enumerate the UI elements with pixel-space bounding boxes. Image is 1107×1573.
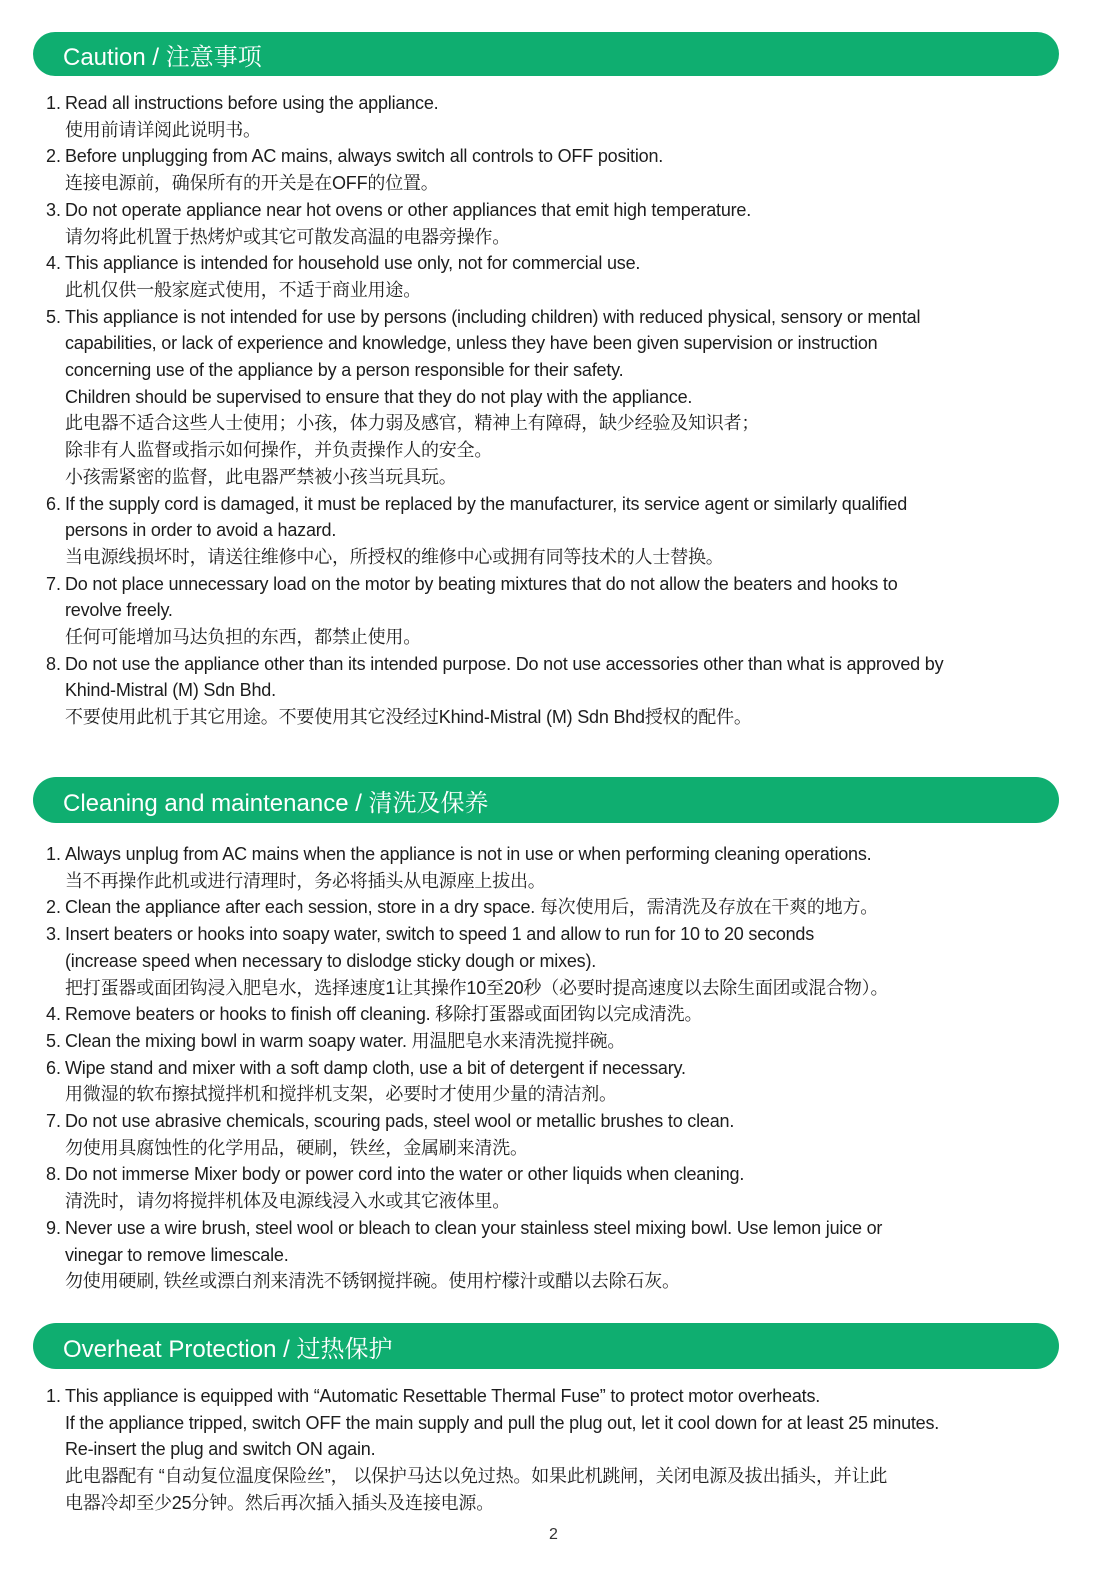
item-body bbox=[65, 571, 1076, 651]
item-line: Do not immerse Mixer body or power cord into the water or other liquids when cleaning. bbox=[65, 1164, 745, 1185]
list-item bbox=[46, 571, 1076, 651]
item-line: This appliance is intended for household use only, not for commercial use. bbox=[65, 253, 641, 274]
section-title: Overheat Protection / 过热保护 bbox=[63, 1335, 393, 1363]
item-body bbox=[65, 1028, 1076, 1055]
item-body bbox=[65, 1001, 1076, 1028]
list-item bbox=[46, 1161, 1076, 1214]
item-line: 清洗时，请勿将搅拌机体及电源线浸入水或其它液体里。 bbox=[65, 1191, 510, 1212]
item-line: 把打蛋器或面团钩浸入肥皂水，选择速度1让其操作10至20秒（必要时提高速度以去除生面团或混合物）。 bbox=[65, 977, 889, 998]
item-number: 4. bbox=[46, 1004, 62, 1025]
item-number: 8. bbox=[46, 1164, 62, 1185]
item-number: 8. bbox=[46, 653, 62, 674]
item-body bbox=[65, 921, 1076, 1001]
item-line: Do not place unnecessary load on the motor by beating mixtures that do not allow the beaters and hooks to bbox=[65, 573, 898, 594]
item-line: Wipe stand and mixer with a soft damp cloth, use a bit of detergent if necessary. bbox=[65, 1057, 686, 1078]
section-header-cleaning bbox=[33, 777, 1059, 823]
item-line: 连接电源前，确保所有的开关是在OFF的位置。 bbox=[65, 173, 439, 194]
list-item bbox=[46, 1108, 1076, 1161]
item-line: 此电器配有 “自动复位温度保险丝”， 以保护马达以免过热。如果此机跳闸，关闭电源及拔出插头，并让此 bbox=[65, 1466, 888, 1487]
section-title: Cleaning and maintenance / 清洗及保养 bbox=[63, 789, 489, 817]
list-item bbox=[46, 921, 1076, 1001]
item-line: (increase speed when necessary to dislodge sticky dough or mixes). bbox=[65, 950, 597, 971]
item-line: 勿使用具腐蚀性的化学用品，硬刷，铁丝，金属刷来清洗。 bbox=[65, 1137, 528, 1158]
item-line: 使用前请详阅此说明书。 bbox=[65, 119, 261, 140]
item-body bbox=[65, 1055, 1076, 1108]
list-item bbox=[46, 304, 1076, 491]
item-line: 除非有人监督或指示如何操作，并负责操作人的安全。 bbox=[65, 440, 493, 461]
item-number: 9. bbox=[46, 1217, 62, 1238]
list-item bbox=[46, 197, 1076, 250]
item-number: 3. bbox=[46, 199, 62, 220]
item-line: 用微湿的软布擦拭搅拌机和搅拌机支架，必要时才使用少量的清洁剂。 bbox=[65, 1084, 617, 1105]
item-body bbox=[65, 250, 1076, 303]
item-body bbox=[65, 143, 1076, 196]
item-line: Clean the mixing bowl in warm soapy water. 用温肥皂水来清洗搅拌碗。 bbox=[65, 1030, 626, 1051]
item-line: This appliance is not intended for use by persons (including children) with reduced physical, sensory or mental bbox=[65, 306, 921, 327]
item-number: 6. bbox=[46, 1057, 62, 1078]
item-body bbox=[65, 1383, 1076, 1517]
item-number: 7. bbox=[46, 1111, 62, 1132]
item-number: 1. bbox=[46, 93, 62, 113]
item-line: Children should be supervised to ensure that they do not play with the appliance. bbox=[65, 386, 693, 407]
item-line: Khind-Mistral (M) Sdn Bhd. bbox=[65, 680, 276, 701]
item-line: 小孩需紧密的监督，此电器严禁被小孩当玩具玩。 bbox=[65, 466, 457, 487]
item-line: 当不再操作此机或进行清理时，务必将插头从电源座上拔出。 bbox=[65, 870, 546, 891]
item-body bbox=[65, 304, 1076, 491]
item-body bbox=[65, 1108, 1076, 1161]
list-item bbox=[46, 894, 1076, 921]
item-line: Remove beaters or hooks to finish off cleaning. 移除打蛋器或面团钩以完成清洗。 bbox=[65, 1004, 703, 1025]
list-item bbox=[46, 90, 1076, 143]
item-line: Before unplugging from AC mains, always switch all controls to OFF position. bbox=[65, 146, 664, 167]
item-number: 2. bbox=[46, 897, 62, 918]
list-item bbox=[46, 651, 1076, 731]
item-number: 1. bbox=[46, 1386, 62, 1406]
item-line: Read all instructions before using the appliance. bbox=[65, 93, 439, 113]
item-number: 5. bbox=[46, 1030, 62, 1051]
item-number: 7. bbox=[46, 573, 62, 594]
item-line: 任何可能增加马达负担的东西，都禁止使用。 bbox=[65, 627, 421, 648]
page-number: 2 bbox=[549, 1526, 558, 1543]
list-item bbox=[46, 250, 1076, 303]
overheat-list bbox=[46, 1383, 1076, 1517]
list-item bbox=[46, 491, 1076, 571]
item-line: vinegar to remove limescale. bbox=[65, 1244, 289, 1265]
item-line: 电器冷却至少25分钟。然后再次插入插头及连接电源。 bbox=[65, 1492, 495, 1513]
item-line: Clean the appliance after each session, store in a dry space. 每次使用后，需清洗及存放在干爽的地方。 bbox=[65, 897, 879, 918]
cleaning-list bbox=[46, 841, 1076, 1295]
list-item bbox=[46, 1215, 1076, 1295]
item-line: 此电器不适合这些人士使用；小孩，体力弱及感官，精神上有障碍，缺少经验及知识者； bbox=[65, 413, 760, 434]
item-line: revolve freely. bbox=[65, 600, 173, 621]
item-line: Insert beaters or hooks into soapy water, switch to speed 1 and allow to run for 10 to 20 seconds bbox=[65, 924, 815, 945]
item-line: Do not use the appliance other than its intended purpose. Do not use accessories other than what is approved by bbox=[65, 653, 944, 674]
section-header-caution bbox=[33, 32, 1059, 76]
list-item bbox=[46, 143, 1076, 196]
item-body bbox=[65, 651, 1076, 731]
item-line: 不要使用此机于其它用途。不要使用其它没经过Khind-Mistral (M) Sdn Bhd授权的配件。 bbox=[65, 707, 752, 728]
item-line: Re-insert the plug and switch ON again. bbox=[65, 1439, 376, 1460]
item-line: 勿使用硬刷, 铁丝或漂白剂来清洗不锈钢搅拌碗。使用柠檬汁或醋以去除石灰。 bbox=[65, 1271, 680, 1292]
item-number: 4. bbox=[46, 253, 62, 274]
list-item bbox=[46, 1001, 1076, 1028]
item-line: 此机仅供一般家庭式使用，不适于商业用途。 bbox=[65, 279, 421, 300]
item-line: If the supply cord is damaged, it must be replaced by the manufacturer, its service agent or similarly qualified bbox=[65, 493, 908, 514]
item-body bbox=[65, 1161, 1076, 1214]
item-body bbox=[65, 894, 1076, 921]
item-body bbox=[65, 90, 1076, 143]
item-line: Do not use abrasive chemicals, scouring pads, steel wool or metallic brushes to clean. bbox=[65, 1111, 735, 1132]
item-line: Always unplug from AC mains when the appliance is not in use or when performing cleaning operations. bbox=[65, 844, 872, 864]
list-item bbox=[46, 841, 1076, 894]
item-line: This appliance is equipped with “Automatic Resettable Thermal Fuse” to protect motor overheats. bbox=[65, 1386, 821, 1406]
list-item bbox=[46, 1383, 1076, 1517]
item-number: 6. bbox=[46, 493, 62, 514]
item-line: persons in order to avoid a hazard. bbox=[65, 520, 337, 541]
item-body bbox=[65, 491, 1076, 571]
item-line: Never use a wire brush, steel wool or bleach to clean your stainless steel mixing bowl. Use lemon juice or bbox=[65, 1217, 883, 1238]
list-item bbox=[46, 1055, 1076, 1108]
item-number: 2. bbox=[46, 146, 62, 167]
item-number: 5. bbox=[46, 306, 62, 327]
item-line: concerning use of the appliance by a person responsible for their safety. bbox=[65, 360, 624, 381]
caution-list bbox=[46, 90, 1076, 731]
item-line: If the appliance tripped, switch OFF the main supply and pull the plug out, let it cool down for at least 25 minutes. bbox=[65, 1412, 940, 1433]
item-body bbox=[65, 1215, 1076, 1295]
section-title: Caution / 注意事项 bbox=[63, 43, 262, 71]
item-number: 1. bbox=[46, 844, 62, 864]
item-line: 请勿将此机置于热烤炉或其它可散发高温的电器旁操作。 bbox=[65, 226, 510, 247]
item-line: 当电源线损坏时，请送往维修中心，所授权的维修中心或拥有同等技术的人士替换。 bbox=[65, 546, 724, 567]
item-line: capabilities, or lack of experience and knowledge, unless they have been given supervision or instruction bbox=[65, 333, 878, 354]
section-header-overheat bbox=[33, 1323, 1059, 1369]
item-body bbox=[65, 197, 1076, 250]
item-body bbox=[65, 841, 1076, 894]
list-item bbox=[46, 1028, 1076, 1055]
item-number: 3. bbox=[46, 924, 62, 945]
item-line: Do not operate appliance near hot ovens or other appliances that emit high temperature. bbox=[65, 199, 752, 220]
